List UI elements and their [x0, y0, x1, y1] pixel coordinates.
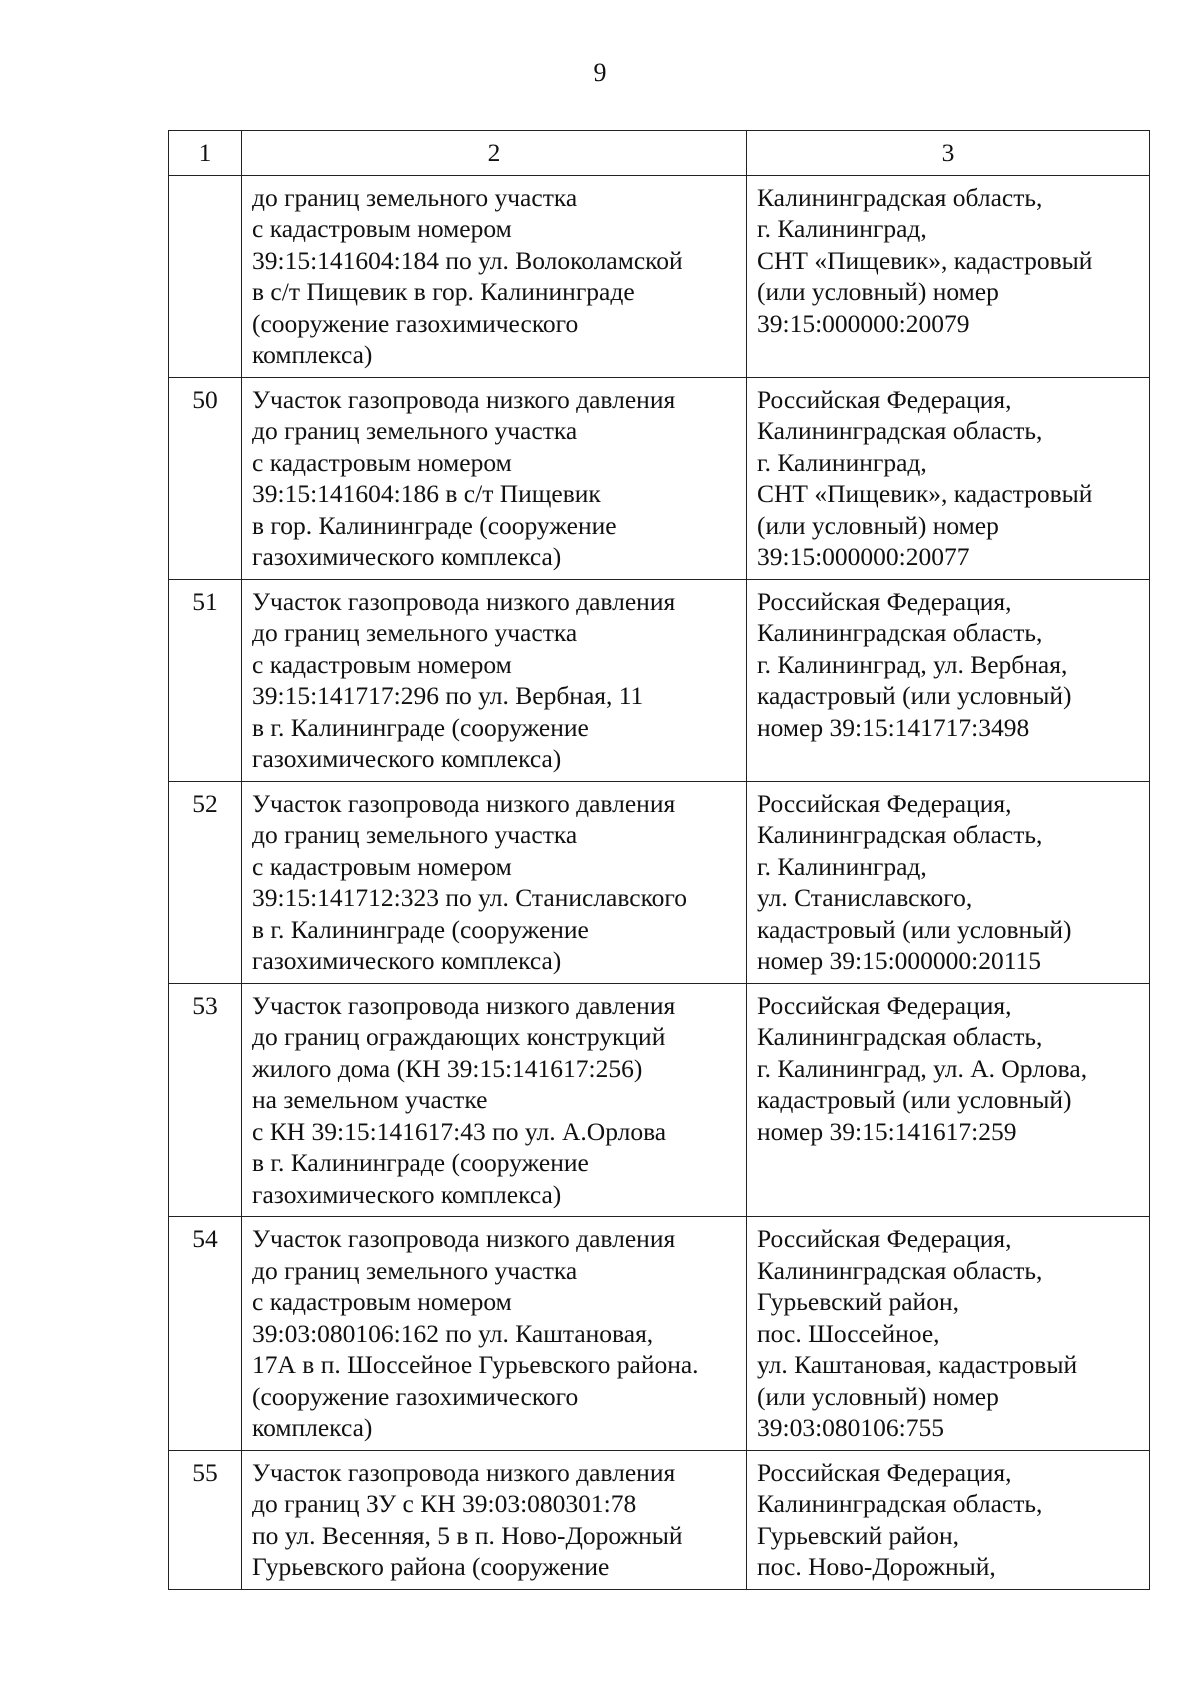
object-description-line: газохимического комплекса) — [252, 1179, 562, 1209]
row-number: 55 — [169, 1450, 242, 1589]
object-location-line: 39:15:000000:20079 — [757, 308, 970, 338]
object-location-line: (или условный) номер — [757, 277, 999, 306]
object-description-line: Участок газопровода низкого давления — [252, 1224, 676, 1253]
object-location-line: Гурьевский район, — [757, 1287, 959, 1316]
object-description-line: 39:15:141712:323 по ул. Станиславского — [252, 883, 687, 912]
object-description — [242, 579, 747, 781]
row-number: 51 — [169, 579, 242, 781]
object-location-line: пос. Ново-Дорожный, — [757, 1552, 996, 1581]
object-description-line: в гор. Калининграде (сооружение — [252, 510, 617, 540]
object-description-line: в г. Калининграде (сооружение — [252, 712, 589, 742]
object-location-line: Российская Федерация, — [757, 586, 1012, 616]
object-description — [242, 175, 747, 377]
row-number: 52 — [169, 781, 242, 983]
object-description-line: Участок газопровода низкого давления — [252, 384, 676, 414]
object-description-line: комплекса) — [252, 1413, 373, 1442]
object-description-line: до границ земельного участка — [252, 1255, 578, 1285]
object-description-line: с кадастровым номером — [252, 649, 512, 679]
object-description — [242, 1450, 747, 1589]
object-location-line: 39:15:000000:20077 — [757, 542, 970, 571]
object-description-line: 39:03:080106:162 по ул. Каштановая, — [252, 1318, 654, 1348]
object-description-line: 17А в п. Шоссейное Гурьевского района. — [252, 1350, 699, 1379]
object-description — [242, 983, 747, 1217]
object-description-line: 39:15:141604:184 по ул. Волоколамской — [252, 245, 683, 275]
object-description-line: Участок газопровода низкого давления — [252, 1457, 676, 1487]
object-location-line: ул. Каштановая, кадастровый — [757, 1350, 1078, 1379]
registry-table — [168, 130, 1150, 1590]
object-location-line: кадастровый (или условный) — [757, 914, 1072, 944]
object-location — [747, 1217, 1150, 1451]
object-location-line: номер 39:15:000000:20115 — [757, 946, 1042, 975]
object-location — [747, 983, 1150, 1217]
object-location-line: СНТ «Пищевик», кадастровый — [757, 245, 1093, 275]
object-description-line: до границ земельного участка — [252, 182, 578, 212]
object-location-line: (или условный) номер — [757, 510, 999, 540]
object-location-line: номер 39:15:141717:3498 — [757, 712, 1030, 742]
object-location-line: ул. Станиславского, — [757, 883, 973, 912]
object-description — [242, 1217, 747, 1451]
object-location — [747, 781, 1150, 983]
object-location-line: Гурьевский район, — [757, 1520, 959, 1550]
table-row — [169, 781, 1150, 983]
object-description-line: до границ земельного участка — [252, 416, 578, 445]
object-location-line: Калининградская область, — [757, 182, 1043, 212]
table-row — [169, 1450, 1150, 1589]
object-description-line: с кадастровым номером — [252, 1287, 512, 1316]
object-description-line: до границ земельного участка — [252, 618, 578, 647]
object-location-line: Российская Федерация, — [757, 990, 1012, 1020]
object-location — [747, 175, 1150, 377]
table-row — [169, 377, 1150, 579]
object-location-line: Калининградская область, — [757, 1255, 1043, 1285]
object-description-line: в с/т Пищевик в гор. Калининграде — [252, 277, 635, 306]
table-row — [169, 1217, 1150, 1451]
object-location-line: г. Калининград, — [757, 214, 927, 243]
object-location — [747, 1450, 1150, 1589]
object-location-line: Калининградская область, — [757, 618, 1043, 647]
table-row — [169, 983, 1150, 1217]
object-description-line: комплекса) — [252, 340, 373, 369]
object-description-line: 39:15:141717:296 по ул. Вербная, 11 — [252, 681, 644, 710]
object-description-line: Участок газопровода низкого давления — [252, 788, 676, 818]
column-header-2: 2 — [242, 131, 747, 176]
object-location-line: Калининградская область, — [757, 416, 1043, 445]
object-description-line: до границ ограждающих конструкций — [252, 1022, 666, 1051]
object-location-line: Российская Федерация, — [757, 1224, 1012, 1253]
object-description-line: на земельном участке — [252, 1085, 488, 1114]
object-description-line: до границ земельного участка — [252, 820, 578, 849]
object-location-line: пос. Шоссейное, — [757, 1318, 940, 1348]
object-location-line: 39:03:080106:755 — [757, 1413, 945, 1442]
object-location — [747, 377, 1150, 579]
object-location-line: Российская Федерация, — [757, 788, 1012, 818]
object-description-line: с кадастровым номером — [252, 447, 512, 477]
object-description — [242, 377, 747, 579]
table-row — [169, 579, 1150, 781]
object-location-line: Российская Федерация, — [757, 1457, 1012, 1487]
object-location-line: (или условный) номер — [757, 1381, 999, 1411]
object-location-line: г. Калининград, ул. Вербная, — [757, 649, 1068, 679]
table-row — [169, 175, 1150, 377]
column-header-3: 3 — [747, 131, 1150, 176]
object-location — [747, 579, 1150, 781]
object-description-line: газохимического комплекса) — [252, 542, 562, 571]
object-location-line: Российская Федерация, — [757, 384, 1012, 414]
object-location-line: г. Калининград, — [757, 851, 927, 881]
object-location-line: г. Калининград, ул. А. Орлова, — [757, 1053, 1088, 1083]
column-header-1: 1 — [169, 131, 242, 176]
object-location-line: Калининградская область, — [757, 820, 1043, 849]
object-description-line: Участок газопровода низкого давления — [252, 586, 676, 616]
object-description-line: в г. Калининграде (сооружение — [252, 1148, 589, 1177]
object-location-line: Калининградская область, — [757, 1489, 1043, 1518]
object-location-line: кадастровый (или условный) — [757, 1085, 1072, 1114]
object-description — [242, 781, 747, 983]
row-number: 54 — [169, 1217, 242, 1451]
object-location-line: СНТ «Пищевик», кадастровый — [757, 479, 1093, 508]
row-number — [169, 175, 242, 377]
object-description-line: (сооружение газохимического — [252, 1381, 579, 1411]
object-location-line: Калининградская область, — [757, 1022, 1043, 1051]
row-number: 53 — [169, 983, 242, 1217]
object-description-line: с кадастровым номером — [252, 214, 512, 243]
object-description-line: Гурьевского района (сооружение — [252, 1552, 610, 1581]
object-location-line: номер 39:15:141617:259 — [757, 1116, 1017, 1146]
object-location-line: кадастровый (или условный) — [757, 681, 1072, 710]
page-number: 9 — [593, 58, 607, 87]
object-description-line: газохимического комплекса) — [252, 744, 562, 773]
object-description-line: с КН 39:15:141617:43 по ул. А.Орлова — [252, 1116, 667, 1146]
object-description-line: до границ ЗУ с КН 39:03:080301:78 — [252, 1489, 637, 1518]
object-description-line: Участок газопровода низкого давления — [252, 990, 676, 1020]
object-description-line: с кадастровым номером — [252, 851, 512, 881]
object-description-line: в г. Калининграде (сооружение — [252, 914, 589, 944]
table-header-row — [169, 131, 1150, 176]
object-description-line: (сооружение газохимического — [252, 308, 579, 338]
row-number: 50 — [169, 377, 242, 579]
object-description-line: жилого дома (КН 39:15:141617:256) — [252, 1053, 643, 1083]
object-location-line: г. Калининград, — [757, 447, 927, 477]
object-description-line: 39:15:141604:186 в с/т Пищевик — [252, 479, 601, 508]
object-description-line: газохимического комплекса) — [252, 946, 562, 975]
table-body — [169, 131, 1150, 1590]
object-description-line: по ул. Весенняя, 5 в п. Ново-Дорожный — [252, 1520, 683, 1550]
